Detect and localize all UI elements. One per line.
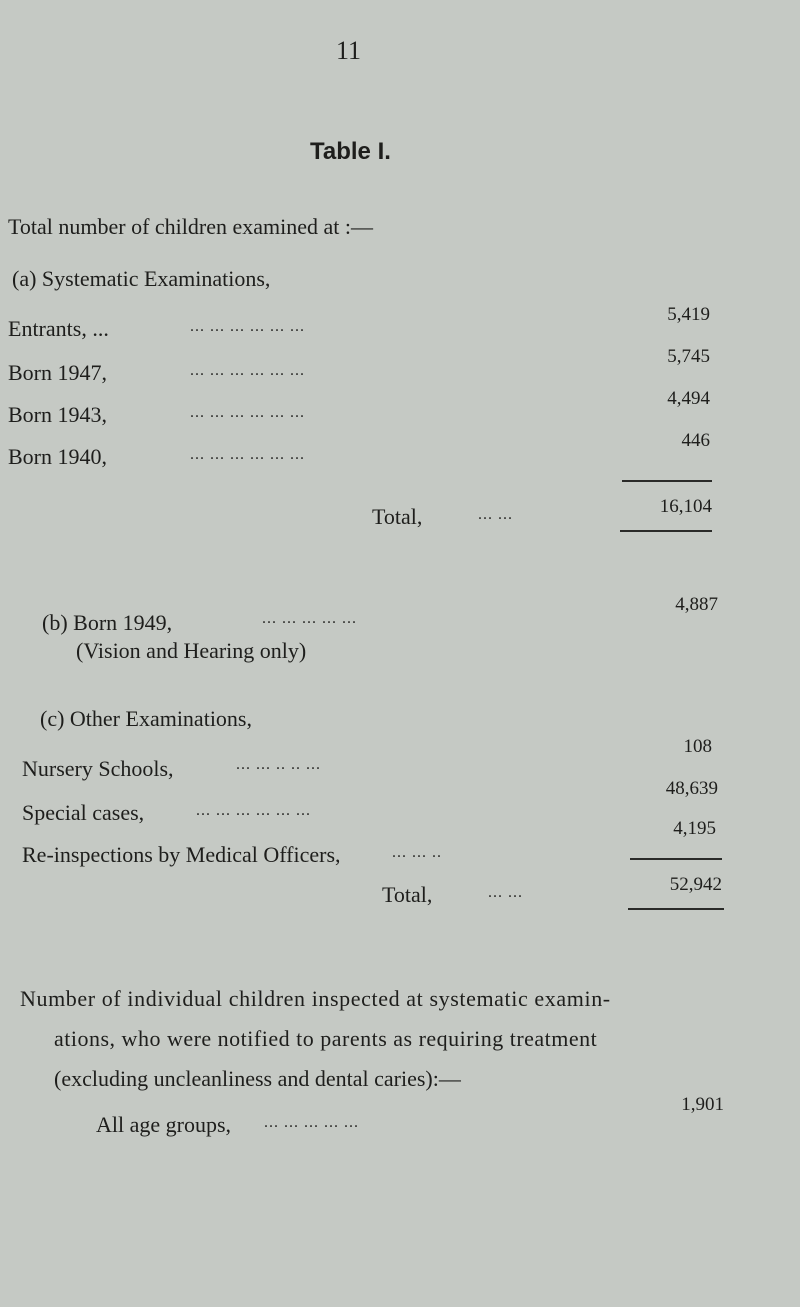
total-value: 52,942: [669, 874, 722, 895]
section-b-label: (b) Born 1949,: [42, 610, 173, 635]
row-value: 5,745: [667, 346, 710, 367]
notified-text-line: (excluding uncleanliness and dental caries):—: [54, 1066, 461, 1091]
row-label: Born 1947,: [8, 360, 107, 385]
section-a-heading: (a) Systematic Examinations,: [12, 266, 271, 291]
leader-dots: ... ... ... ... ...: [264, 1114, 359, 1131]
leader-dots: ... ...: [488, 884, 523, 901]
row-label: Special cases,: [22, 800, 145, 825]
divider-line: [620, 530, 712, 532]
leader-dots: ... ... ... ... ... ...: [196, 802, 311, 819]
row-label: Nursery Schools,: [22, 756, 174, 781]
row-label: Born 1940,: [8, 444, 107, 469]
section-b-sublabel: (Vision and Hearing only): [76, 638, 307, 663]
total-value: 16,104: [659, 496, 712, 517]
leader-dots: ... ... ... ... ... ...: [190, 318, 305, 335]
notified-text-line: ations, who were notified to parents as requiring treatment: [54, 1026, 598, 1051]
row-value: 446: [681, 430, 710, 451]
leader-dots: ... ... ... ... ... ...: [190, 404, 305, 421]
leader-dots: ... ... ..: [392, 844, 442, 861]
row-value: 108: [683, 736, 712, 757]
divider-line: [630, 858, 722, 860]
row-label: Re-inspections by Medical Officers,: [22, 842, 341, 867]
notified-row-value: 1,901: [681, 1094, 724, 1115]
section-b-value: 4,887: [675, 594, 718, 615]
notified-text-line: Number of individual children inspected at systematic examin-: [20, 986, 611, 1011]
section-c-heading: (c) Other Examinations,: [40, 706, 252, 731]
row-value: 48,639: [665, 778, 718, 799]
leader-dots: ... ... ... ... ... ...: [190, 446, 305, 463]
total-label: Total,: [382, 882, 433, 907]
row-label: Entrants, ...: [8, 316, 109, 341]
leader-dots: ... ... ... ... ... ...: [190, 362, 305, 379]
divider-line: [622, 480, 712, 482]
leader-dots: ... ... .. .. ...: [236, 756, 321, 773]
divider-line: [628, 908, 724, 910]
row-value: 4,494: [667, 388, 710, 409]
row-label: Born 1943,: [8, 402, 107, 427]
total-label: Total,: [372, 504, 423, 529]
table-title: Table I.: [310, 138, 391, 165]
leader-dots: ... ...: [478, 506, 513, 523]
page-number: 11: [336, 36, 362, 65]
leader-dots: ... ... ... ... ...: [262, 610, 357, 627]
intro-text: Total number of children examined at :—: [8, 214, 374, 239]
row-value: 5,419: [667, 304, 710, 325]
notified-row-label: All age groups,: [96, 1112, 232, 1137]
row-value: 4,195: [673, 818, 716, 839]
